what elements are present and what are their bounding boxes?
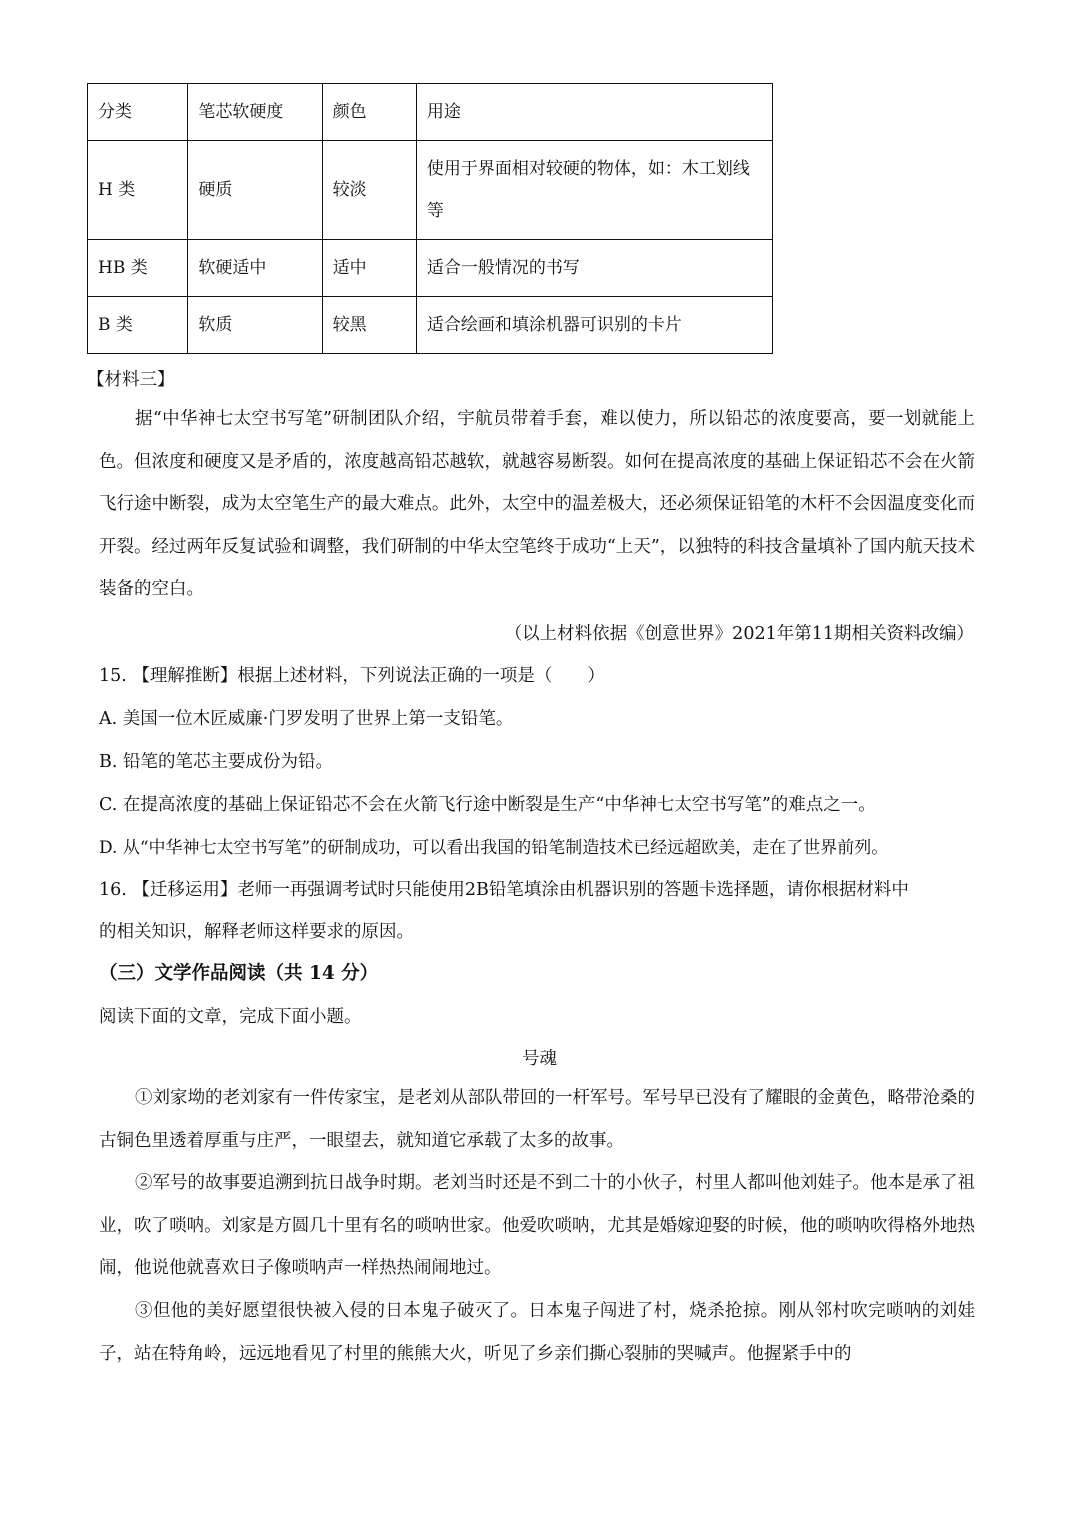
table-row (88, 141, 773, 240)
table-cell: 软硬适中 (188, 240, 322, 297)
table-row (88, 297, 773, 354)
table-cell: 硬质 (188, 141, 322, 240)
table-cell: 适合一般情况的书写 (416, 240, 772, 297)
table-header-cell: 笔芯软硬度 (188, 84, 322, 141)
table-cell: 使用于界面相对较硬的物体，如：木工划线等 (416, 141, 772, 240)
table-cell: H 类 (88, 141, 188, 240)
table-cell: 软质 (188, 297, 322, 354)
table-cell: 适中 (322, 240, 416, 297)
article-paragraph-1: ①刘家坳的老刘家有一件传家宝，是老刘从部队带回的一杆军号。军号早已没有了耀眼的金黄色，略带沧桑的古铜色里透着厚重与庄严，一眼望去，就知道它承载了太多的故事。 (99, 1088, 975, 1151)
table-cell: 较淡 (322, 141, 416, 240)
section-3-heading: （三）文学作品阅读（共 14 分） (99, 963, 379, 984)
question-15-option-a: A. 美国一位木匠威廉·门罗发明了世界上第一支铅笔。 (99, 709, 514, 729)
question-15-stem: 15. 【理解推断】根据上述材料，下列说法正确的一项是（ ） (99, 666, 605, 686)
question-15-option-b: B. 铅笔的笔芯主要成份为铅。 (99, 752, 333, 772)
table-cell: 适合绘画和填涂机器可识别的卡片 (416, 297, 772, 354)
table-header-cell: 用途 (416, 84, 772, 141)
table-header-cell: 颜色 (322, 84, 416, 141)
material3-source: （以上材料依据《创意世界》2021年第11期相关资料改编） (504, 624, 974, 644)
question-15-option-d: D. 从“中华神七太空书写笔”的研制成功，可以看出我国的铅笔制造技术已经远超欧美，走在了世界前列。 (99, 838, 889, 858)
section-3-instruction: 阅读下面的文章，完成下面小题。 (99, 1007, 362, 1027)
table-cell: B 类 (88, 297, 188, 354)
table-header-cell: 分类 (88, 84, 188, 141)
question-16-line-2: 的相关知识，解释老师这样要求的原因。 (99, 922, 414, 942)
article-title: 号魂 (522, 1049, 557, 1069)
material3-heading: 【材料三】 (87, 370, 175, 390)
material3-body: 据“中华神七太空书写笔”研制团队介绍，宇航员带着手套，难以使力，所以铅芯的浓度要高，要一划就能上色。但浓度和硬度又是矛盾的，浓度越高铅芯越软，就越容易断裂。如何在提高浓度的基础上保证铅芯不会在火箭飞行途中断裂，成为太空笔生产的最大难点。此外，太空中的温差极大，还必须保证铅笔的木杆不会因温度变化而开裂。经过两年反复试验和调整，我们研制的中华太空笔终于成功“上天”，以独特的科技含量填补了国内航天技术装备的空白。 (99, 409, 975, 599)
table-header-row (88, 84, 773, 141)
question-15-option-c: C. 在提高浓度的基础上保证铅芯不会在火箭飞行途中断裂是生产“中华神七太空书写笔”的难点之一。 (99, 795, 876, 815)
article-paragraph-2: ②军号的故事要追溯到抗日战争时期。老刘当时还是不到二十的小伙子，村里人都叫他刘娃子。他本是承了祖业，吹了唢呐。刘家是方圆几十里有名的唢呐世家。他爱吹唢呐，尤其是婚嫁迎娶的时候，他的唢呐吹得格外地热闹，他说他就喜欢日子像唢呐声一样热热闹闹地过。 (99, 1173, 975, 1278)
question-16-line-1: 16. 【迁移运用】老师一再强调考试时只能使用2B铅笔填涂由机器识别的答题卡选择题，请你根据材料中 (99, 880, 909, 900)
table-cell: 较黑 (322, 297, 416, 354)
table-row (88, 240, 773, 297)
article-paragraph-3: ③但他的美好愿望很快被入侵的日本鬼子破灭了。日本鬼子闯进了村，烧杀抢掠。刚从邻村吹完唢呐的刘娃子，站在特角岭，远远地看见了村里的熊熊大火，听见了乡亲们撕心裂肺的哭喊声。他握紧手中的 (99, 1301, 975, 1364)
pencil-classification-table (87, 83, 773, 354)
table-cell: HB 类 (88, 240, 188, 297)
